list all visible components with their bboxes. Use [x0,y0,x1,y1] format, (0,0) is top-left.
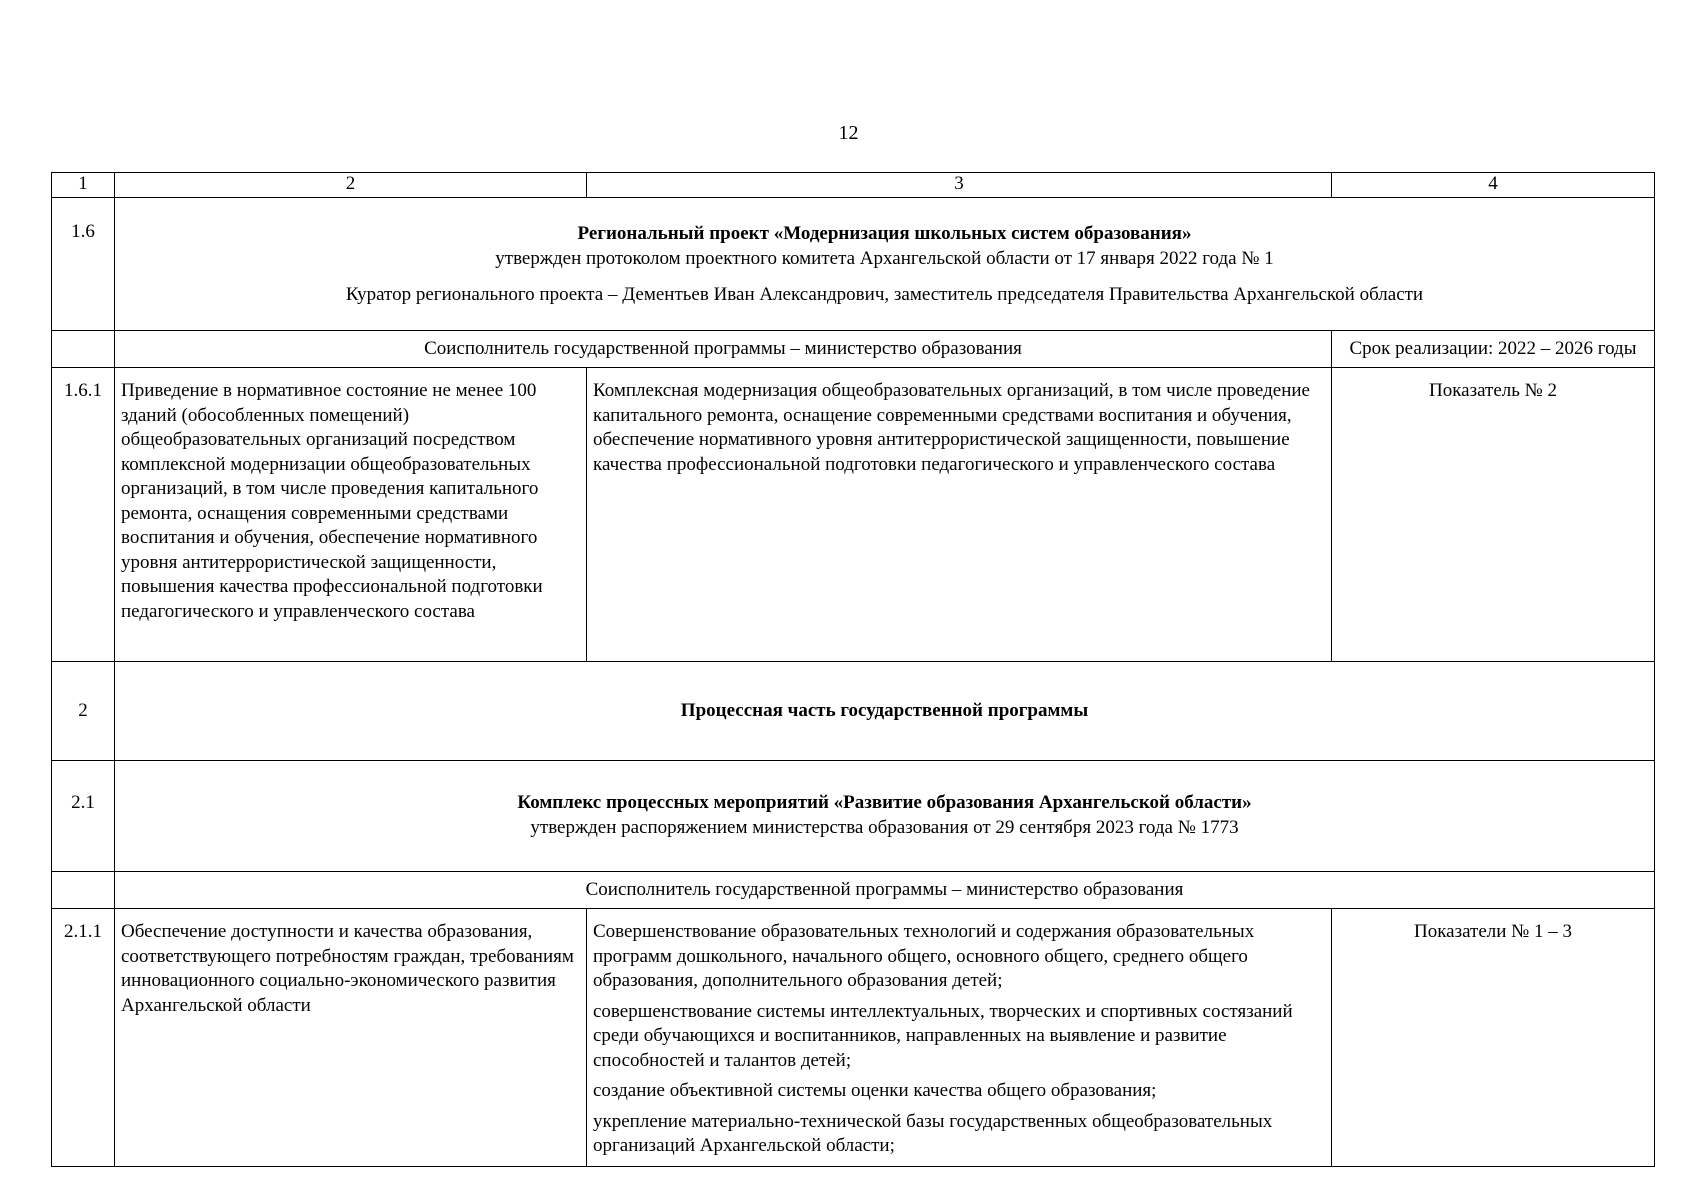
task-row-1-6-1 [52,368,1655,662]
task-number: 2.1.1 [52,909,115,1167]
effect-item: создание объективной системы оценки качества общего образования; [593,1080,1157,1101]
task-effect: Комплексная модернизация общеобразовательных организаций, в том числе проведение капитального ремонта, оснащение современными средствами воспитания и обучения, обеспечение нормативного уровня антитеррористической защищенности, повышение качества профессиональной подготовки педагогического и управленческого состава [587,368,1332,662]
section-number: 1.6 [52,198,115,331]
task-description: Обеспечение доступности и качества образования, соответствующего потребностям граждан, требованиям инновационного социально-экономического развития Архангельской области [115,909,587,1167]
section-curator: Куратор регионального проекта – Дементьев Иван Александрович, заместитель председателя Правительства Архангельской области [345,284,1424,305]
effect-item: совершенствование системы интеллектуальных, творческих и спортивных состязаний среди обучающихся и воспитанников, направленных на выявление и развитие способностей и талантов детей; [593,1000,1293,1071]
coexecutor-row-1-6 [52,331,1655,368]
task-row-2-1-1 [52,909,1655,1167]
section-approval: утвержден распоряжением министерства образования от 29 сентября 2023 года № 1773 [530,816,1239,838]
section-row-2-1 [52,761,1655,872]
program-table [51,172,1655,1167]
term-text: Срок реализации: 2022 – 2026 годы [1332,331,1655,368]
section-title: Региональный проект «Модернизация школьных систем образования» [577,223,1192,244]
task-number: 1.6.1 [52,368,115,662]
coexecutor-text: Соисполнитель государственной программы – министерство образования [115,331,1332,368]
section-title: Процессная часть государственной программы [115,662,1655,761]
coexecutor-row-2-1 [52,872,1655,909]
column-number-row [52,173,1655,198]
task-effects [587,909,1332,1167]
section-row-2 [52,662,1655,761]
task-indicator: Показатели № 1 – 3 [1332,909,1655,1167]
column-number-2: 2 [115,173,587,198]
empty-cell [52,331,115,368]
section-header [115,198,1655,331]
section-row-1-6 [52,198,1655,331]
column-number-4: 4 [1332,173,1655,198]
effect-item: укрепление материально-технической базы государственных общеобразовательных организаций Архангельской области; [593,1110,1273,1156]
task-indicator: Показатель № 2 [1332,368,1655,662]
column-number-1: 1 [52,173,115,198]
task-description: Приведение в нормативное состояние не менее 100 зданий (обособленных помещений) общеобразовательных организаций посредством комплексной модернизации общеобразовательных организаций, в том числе проведения капитального ремонта, оснащения современными средствами воспитания и обучения, обеспечение нормативного уровня антитеррористической защищенности, повышения качества профессиональной подготовки педагогического и управленческого состава [115,368,587,662]
coexecutor-text: Соисполнитель государственной программы – министерство образования [115,872,1655,909]
empty-cell [52,872,115,909]
section-title: Комплекс процессных мероприятий «Развитие образования Архангельской области» [517,792,1252,813]
page-number: 12 [838,122,859,144]
section-header [115,761,1655,872]
section-approval: утвержден протоколом проектного комитета Архангельской области от 17 января 2022 года № 1 [495,247,1274,269]
column-number-3: 3 [587,173,1332,198]
effect-item: Совершенствование образовательных технологий и содержания образовательных программ дошкольного, начального общего, основного общего, среднего общего образования, дополнительного образования детей; [593,921,1255,991]
section-number: 2 [52,662,115,761]
section-number: 2.1 [52,761,115,872]
